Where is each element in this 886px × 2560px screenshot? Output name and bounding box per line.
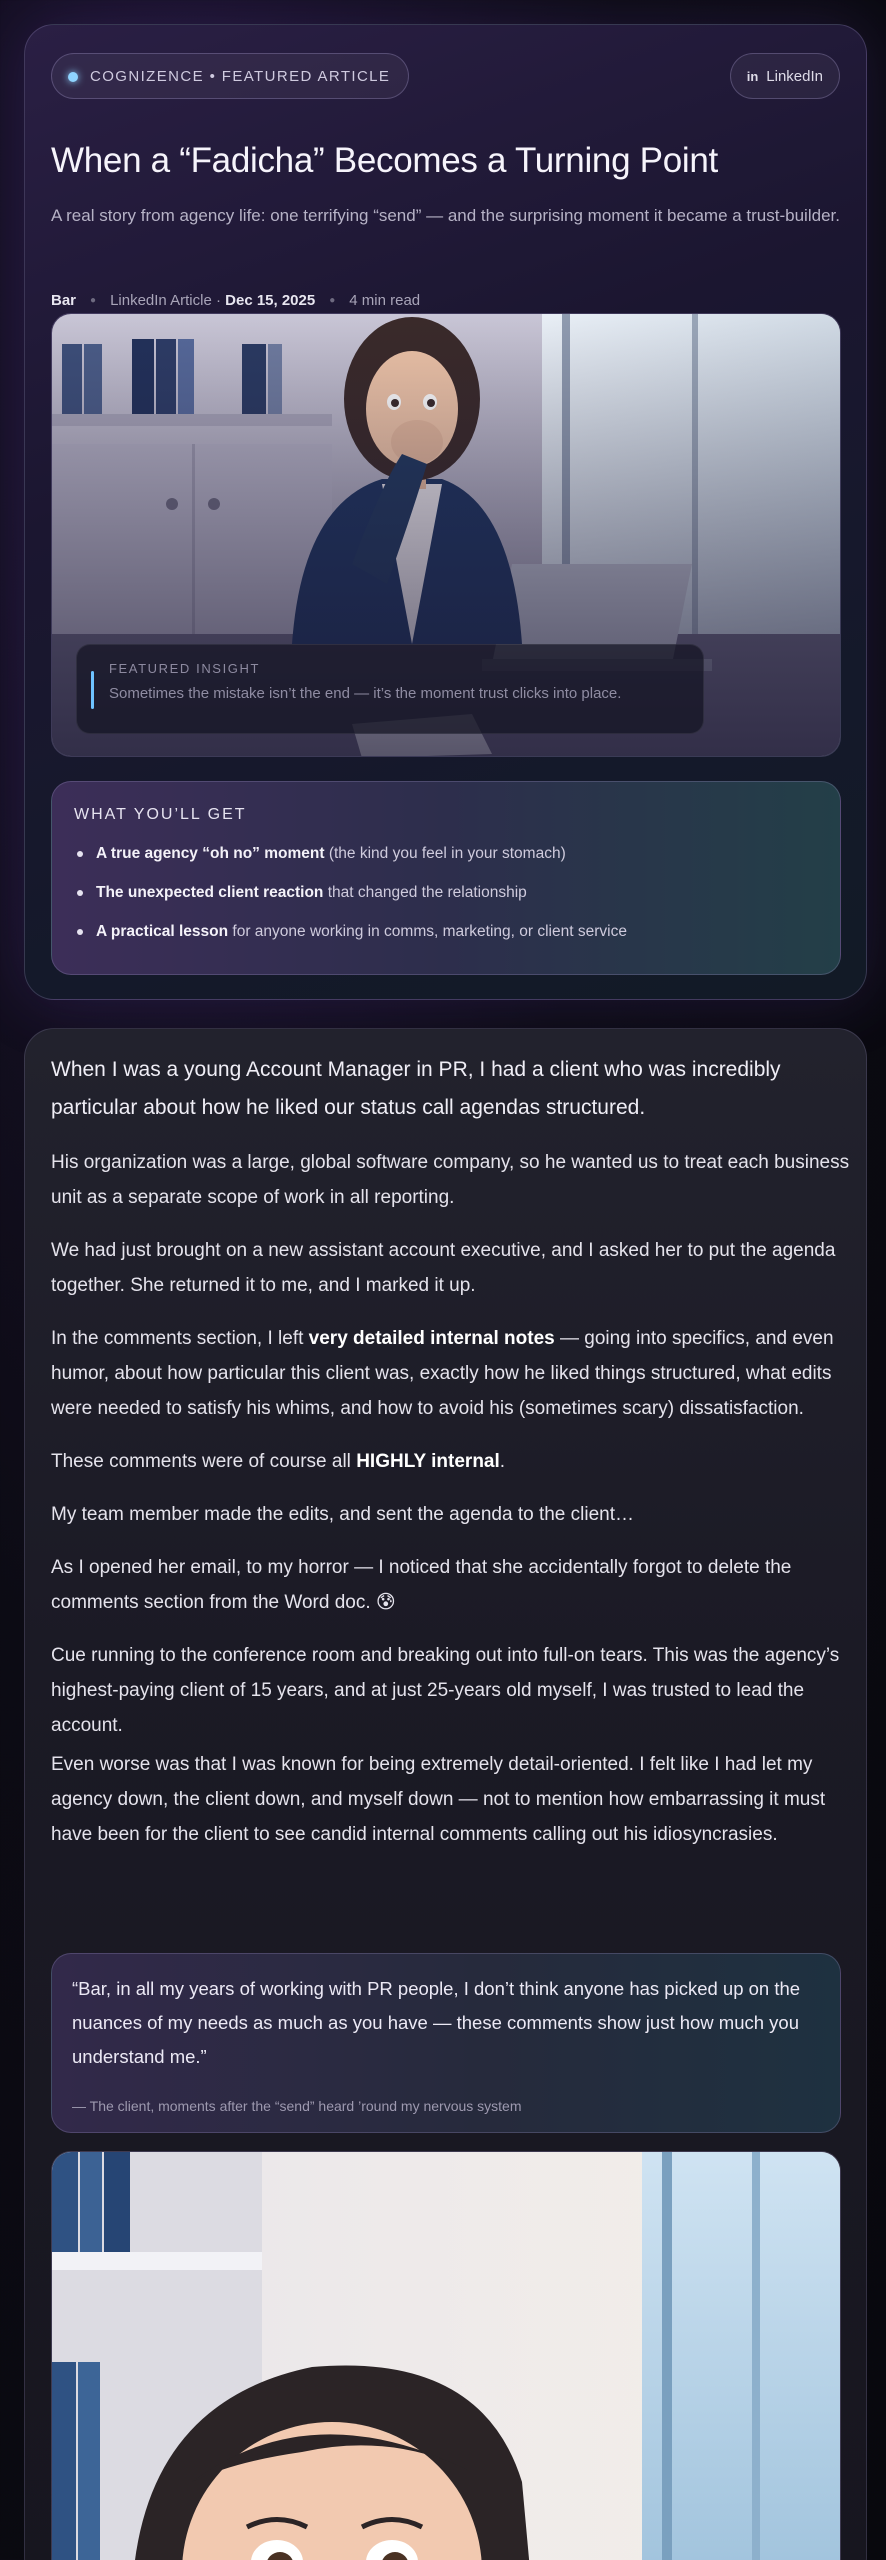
paragraph-bold: HIGHLY internal [356,1451,500,1472]
paragraph-text: — going into specifics, and even humor, about how particular this client was, exactly how he liked things structured, what edits were needed to satisfy his whims, and how to avoid his (sometimes scary) dissatisfaction. [51,1328,834,1419]
article-illustration [51,2151,841,2560]
paragraph-text: In the comments section, I left [51,1328,309,1349]
publish-date: Dec 15, 2025 [225,291,316,309]
page-subtitle: A real story from agency life: one terrifying “send” — and the surprising moment it became a trust-builder. [51,206,840,225]
paragraph: His organization was a large, global software company, so he wanted us to treat each business unit as a separate scope of work in all reporting. [51,1152,850,1208]
paragraph: Cue running to the conference room and breaking out into full-on tears. This was the agency’s highest-paying client of 15 years, and at just 25-years old myself, I was trusted to lead the account. [51,1645,840,1736]
kicker-text: COGNIZENCE • FEATURED ARTICLE [90,67,391,85]
paragraph: As I opened her email, to my horror — I noticed that she accidentally forgot to delete the comments section from the Word doc. 😰 [51,1557,792,1613]
relieved-woman-illustration [52,2152,841,2560]
list-item-rest: for anyone working in comms, marketing, or client service [228,923,627,940]
linkedin-label: LinkedIn [766,67,823,85]
author-name: Bar [51,291,77,309]
source-label: LinkedIn Article [110,291,212,309]
paragraph: Even worse was that I was known for being extremely detail-oriented. I felt like I had let my agency down, the client down, and myself down — not to mention how embarrassing it must have been for the client to see candid internal comments calling out his idiosyncrasies. [51,1754,826,1845]
get-title: WHAT YOU’LL GET [74,806,247,823]
paragraph [51,1321,851,1426]
article-meta [51,288,420,312]
list-item-rest: (the kind you feel in your stomach) [324,845,566,862]
paragraph: We had just brought on a new assistant account executive, and I asked her to put the agenda together. She returned it to me, and I marked it up. [51,1240,836,1296]
list-item-bold: The unexpected client reaction [96,884,324,901]
list-item-bold: A true agency “oh no” moment [96,845,325,862]
linkedin-icon: in [746,68,759,84]
paragraph-text: . [499,1451,506,1472]
meta-separator: ● [90,294,97,306]
list-item-rest: that changed the relationship [323,884,527,901]
page-title: When a “Fadicha” Becomes a Turning Point [51,141,718,180]
read-time: 4 min read [349,291,421,309]
linkedin-button[interactable] [730,53,840,99]
paragraph: When I was a young Account Manager in PR, I had a client who was incredibly particular about how he liked our status call agendas structured. [51,1058,781,1119]
status-dot-icon [68,72,78,82]
paragraph-bold: very detailed internal notes [308,1328,555,1349]
article-card [24,1028,867,2560]
client-quote [51,1953,841,2133]
paragraph [51,1444,851,1479]
quote-citation: — The client, moments after the “send” heard ’round my nervous system [72,2098,522,2114]
insight-text: Sometimes the mistake isn’t the end — it’s the moment trust clicks into place. [109,685,622,702]
article-body [51,1051,851,1870]
paragraph-text: These comments were of course all [51,1451,357,1472]
quote-text: “Bar, in all my years of working with PR people, I don’t think anyone has picked up on the nuances of my needs as much as you have — these comments show just how much you understand me.” [72,1978,801,2067]
insight-label: FEATURED INSIGHT [109,661,261,676]
meta-separator: ● [329,294,336,306]
list-item-bold: A practical lesson [96,923,229,940]
kicker-badge [51,53,409,99]
list-item [74,920,627,959]
what-you-get-box [51,781,841,975]
meta-dot: · [211,291,226,309]
hero-illustration [51,313,841,757]
insight-accent-bar [91,671,94,709]
list-item [74,881,627,920]
featured-insight [76,644,704,734]
paragraph: My team member made the edits, and sent the agenda to the client… [51,1504,634,1525]
list-item [74,842,627,881]
hero-card [24,24,867,1000]
get-list [74,842,627,959]
hero-topbar [51,53,840,101]
